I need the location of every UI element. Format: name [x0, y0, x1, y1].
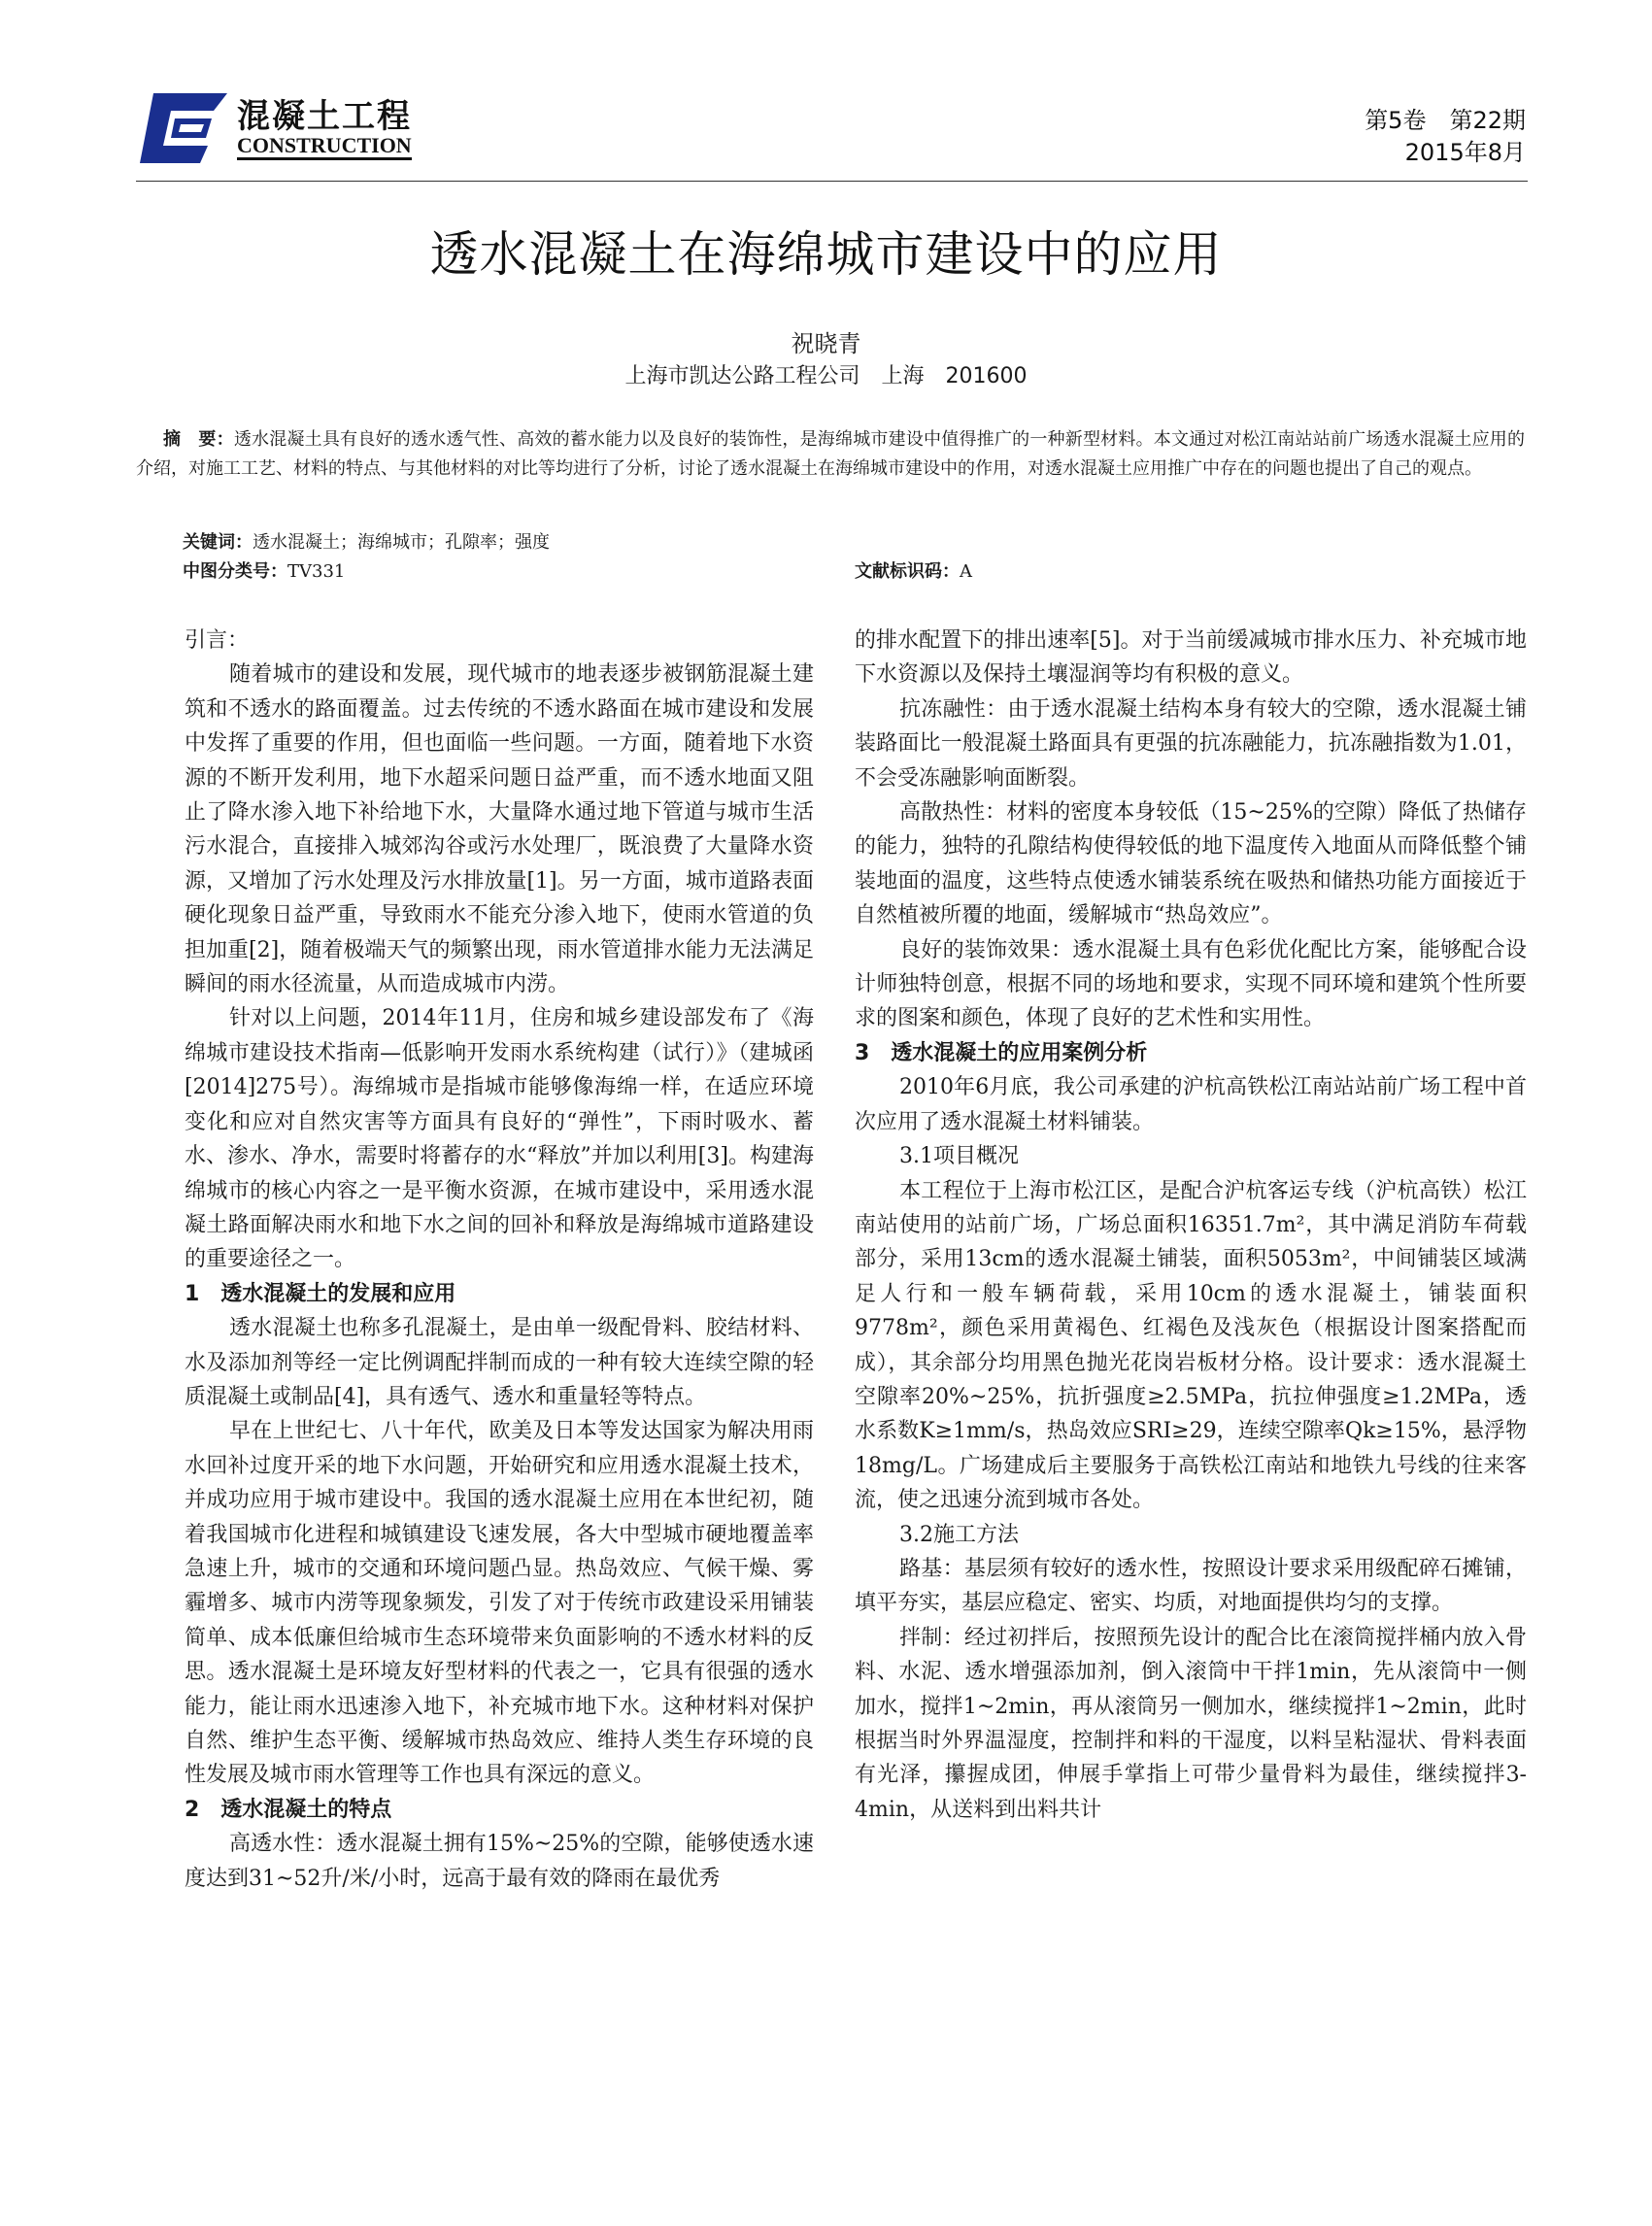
section-heading: 3 透水混凝土的应用案例分析	[855, 1040, 1148, 1065]
body-paragraph: 随着城市的建设和发展，现代城市的地表逐步被钢筋混凝土建筑和不透水的路面覆盖。过去传统的不透水路面在城市建设和发展中发挥了重要的作用，但也面临一些问题。一方面，随着地下水资源的不断开发利用，地下水超采问题日益严重，而不透水地面又阻止了降水渗入地下补给地下水，大量降水通过地下管道与城市生活污水混合，直接排入城郊沟谷或污水处理厂，既浪费了大量降水资源，又增加了污水处理及污水排放量[1]。另一方面，城市道路表面硬化现象日益严重，导致雨水不能充分渗入地下，使雨水管道的负担加重[2]，随着极端天气的频繁出现，雨水管道排水能力无法满足瞬间的雨水径流量，从而造成城市内涝。	[185, 662, 814, 997]
header-rule	[136, 181, 1528, 182]
volume-issue: 第5卷 第22期	[1365, 107, 1526, 134]
body-paragraph: 良好的装饰效果：透水混凝土具有色彩优化配比方案，能够配合设计师独特创意，根据不同的场地和要求，实现不同环境和建筑个性所要求的图案和颜色，体现了良好的艺术性和实用性。	[855, 937, 1527, 1031]
body-paragraph: 2010年6月底，我公司承建的沪杭高铁松江南站站前广场工程中首次应用了透水混凝土材料铺装。	[855, 1075, 1527, 1134]
abstract-text: 透水混凝土具有良好的透水透气性、高效的蓄水能力以及良好的装饰性，是海绵城市建设中值得推广的一种新型材料。本文通过对松江南站站前广场透水混凝土应用的介绍，对施工工艺、材料的特点、与其他材料的对比等均进行了分析，讨论了透水混凝土在海绵城市建设中的作用，对透水混凝土应用推广中存在的问题也提出了自己的观点。	[136, 429, 1525, 479]
body-paragraph: 抗冻融性：由于透水混凝土结构本身有较大的空隙，透水混凝土铺装路面比一般混凝土路面具有更强的抗冻融能力，抗冻融指数为1.01，不会受冻融影响面断裂。	[855, 696, 1527, 791]
journal-logo-icon	[136, 89, 229, 167]
body-paragraph: 透水混凝土也称多孔混凝土，是由单一级配骨料、胶结材料、水及添加剂等经一定比例调配拌制而成的一种有较大连续空隙的轻质混凝土或制品[4]，具有透气、透水和重量轻等特点。	[185, 1316, 814, 1409]
keywords-text: 透水混凝土；海绵城市；孔隙率；强度	[253, 532, 550, 553]
body-paragraph: 早在上世纪七、八十年代，欧美及日本等发达国家为解决用雨水回补过度开采的地下水问题，开始研究和应用透水混凝土技术，并成功应用于城市建设中。我国的透水混凝土应用在本世纪初，随着我国城市化进程和城镇建设飞速发展，各大中型城市硬地覆盖率急速上升，城市的交通和环境问题凸显。热岛效应、气候干燥、雾霾增多、城市内涝等现象频发，引发了对于传统市政建设采用铺装简单、成本低廉但给城市生态环境带来负面影响的不透水材料的反思。透水混凝土是环境友好型材料的代表之一，它具有很强的透水能力，能让雨水迅速渗入地下，补充城市地下水。这种材料对保护自然、维护生态平衡、缓解城市热岛效应、维持人类生存环境的良性发展及城市雨水管理等工作也具有深远的意义。	[185, 1419, 814, 1788]
clc-label: 中图分类号：	[183, 561, 287, 582]
subsection-heading: 3.1项目概况	[899, 1144, 1019, 1169]
document-code	[855, 557, 972, 587]
abstract	[136, 425, 1525, 484]
body-paragraph: 的排水配置下的排出速率[5]。对于当前缓减城市排水压力、补充城市地下水资源以及保持土壤湿润等均有积极的意义。	[855, 628, 1527, 688]
body-right-column	[855, 624, 1527, 1827]
doc-code-value: A	[960, 561, 972, 582]
body-left-column	[185, 624, 814, 1896]
section-heading: 2 透水混凝土的特点	[185, 1797, 392, 1822]
body-paragraph: 本工程位于上海市松江区，是配合沪杭客运专线（沪杭高铁）松江南站使用的站前广场，广场总面积16351.7m²，其中满足消防车荷载部分，采用13cm的透水混凝土铺装，面积5053m²，中间铺装区域满足人行和一般车辆荷载，采用10cm的透水混凝土，铺装面积9778m²，颜色采用黄褐色、红褐色及浅灰色（根据设计图案搭配而成），其余部分均用黑色抛光花岗岩板材分格。设计要求：透水混凝土空隙率20%~25%，抗折强度≥2.5MPa，抗拉伸强度≥1.2MPa，透水系数K≥1mm/s，热岛效应SRI≥29，连续空隙率Qk≥15%，悬浮物18mg/L。广场建成后主要服务于高铁松江南站和地铁九号线的往来客流，使之迅速分流到城市各处。	[855, 1178, 1527, 1513]
journal-logo	[136, 89, 486, 167]
doc-code-label: 文献标识码：	[855, 561, 960, 582]
clc-value: TV331	[287, 561, 346, 582]
body-paragraph: 路基：基层须有较好的透水性，按照设计要求采用级配碎石摊铺，填平夯实，基层应稳定、密实、均质，对地面提供均匀的支撑。	[855, 1556, 1527, 1616]
issue-date: 2015年8月	[1404, 139, 1526, 166]
clc-number	[183, 557, 345, 587]
body-paragraph: 拌制：经过初拌后，按照预先设计的配合比在滚筒搅拌桶内放入骨料、水泥、透水增强添加剂，倒入滚筒中干拌1min，先从滚筒中一侧加水，搅拌1~2min，再从滚筒另一侧加水，继续搅拌1~2min，此时根据当时外界温湿度，控制拌和料的干湿度，以料呈粘湿状、骨料表面有光泽，攥握成团，伸展手掌指上可带少量骨料为最佳，继续搅拌3-4min，从送料到出料共计	[855, 1625, 1527, 1822]
abstract-label: 摘 要：	[163, 429, 234, 450]
journal-name-en: CONSTRUCTION	[237, 134, 412, 160]
article-title: 透水混凝土在海绵城市建设中的应用	[429, 226, 1223, 283]
keywords-label: 关键词：	[183, 532, 253, 553]
author-affiliation: 上海市凯达公路工程公司 上海 201600	[624, 364, 1028, 388]
issue-info	[1365, 105, 1526, 169]
subsection-heading: 3.2施工方法	[899, 1522, 1019, 1547]
keywords	[183, 528, 550, 557]
body-paragraph: 高透水性：透水混凝土拥有15%~25%的空隙，能够使透水速度达到31~52升/米/小时，远高于最有效的降雨在最优秀	[185, 1832, 814, 1891]
article-author: 祝晓青	[791, 330, 861, 357]
section-heading: 1 透水混凝土的发展和应用	[185, 1281, 456, 1306]
journal-name-cn: 混凝土工程	[237, 97, 412, 136]
section-heading: 引言：	[185, 628, 250, 653]
body-paragraph: 高散热性：材料的密度本身较低（15~25%的空隙）降低了热储存的能力，独特的孔隙结构使得较低的地下温度传入地面从而降低整个铺装地面的温度，这些特点使透水铺装系统在吸热和储热功能方面接近于自然植被所覆的地面，缓解城市“热岛效应”。	[855, 800, 1527, 928]
body-paragraph: 针对以上问题，2014年11月，住房和城乡建设部发布了《海绵城市建设技术指南—低影响开发雨水系统构建（试行）》（建城函[2014]275号）。海绵城市是指城市能够像海绵一样，在适应环境变化和应对自然灾害等方面具有良好的“弹性”，下雨时吸水、蓄水、渗水、净水，需要时将蓄存的水“释放”并加以利用[3]。构建海绵城市的核心内容之一是平衡水资源，在城市建设中，采用透水混凝土路面解决雨水和地下水之间的回补和释放是海绵城市道路建设的重要途径之一。	[185, 1006, 814, 1272]
